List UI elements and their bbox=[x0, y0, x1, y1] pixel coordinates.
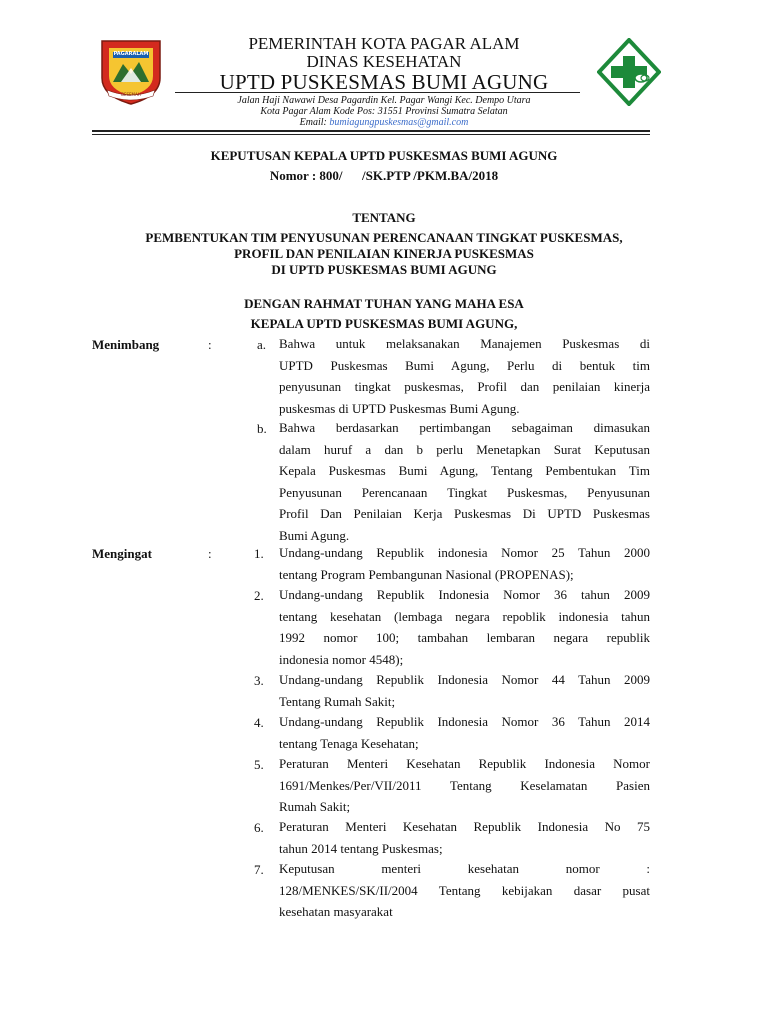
text-line: 1992 nomor 100; tambahan lembaran negara republik bbox=[279, 630, 650, 646]
menimbang-label: Menimbang bbox=[92, 337, 160, 352]
text-line: Rumah Sakit; bbox=[279, 799, 351, 815]
emblem-lettering: PAGARALAM bbox=[113, 51, 149, 57]
decree-subject-line3: DI UPTD PUSKESMAS BUMI AGUNG bbox=[271, 262, 497, 277]
decree-title: KEPUTUSAN KEPALA UPTD PUSKESMAS BUMI AGUNG bbox=[210, 148, 558, 163]
mengingat-item-2 bbox=[279, 584, 650, 670]
decree-tentang: TENTANG bbox=[352, 210, 416, 225]
text-line: Profil Dan Penilaian Kerja Puskesmas Di UPTD Puskesmas bbox=[279, 506, 650, 522]
mengingat-marker-1: 1. bbox=[254, 546, 264, 561]
decree-invocation: DENGAN RAHMAT TUHAN YANG MAHA ESA bbox=[244, 296, 524, 311]
decree-authority: KEPALA UPTD PUSKESMAS BUMI AGUNG, bbox=[250, 316, 518, 331]
text-line: 128/MENKES/SK/II/2004 Tentang kebijakan dasar pusat bbox=[279, 882, 650, 898]
menimbang-marker-b: b. bbox=[257, 421, 267, 436]
text-line: dalam huruf a dan b perlu Menetapkan Surat Keputusan bbox=[279, 441, 650, 457]
decree-number: Nomor : 800/ /SK.PTP /PKM.BA/2018 bbox=[269, 168, 499, 183]
mengingat-marker-7: 7. bbox=[254, 862, 264, 877]
text-line: Bumi Agung. bbox=[279, 527, 350, 543]
menimbang-item-a bbox=[279, 333, 650, 419]
text-line: tahun 2014 tentang Puskesmas; bbox=[279, 840, 443, 856]
kop-address-line2: Kota Pagar Alam Kode Pos: 31551 Provinsi Sumatra Selatan bbox=[260, 106, 508, 117]
text-line: puskesmas di UPTD Puskesmas Bumi Agung. bbox=[279, 400, 520, 416]
mengingat-marker-6: 6. bbox=[254, 820, 264, 835]
text-line: Bahwa untuk melaksanakan Manajemen Puskesmas di bbox=[279, 336, 650, 351]
email-label: Email: bbox=[299, 117, 327, 128]
mengingat-item-5 bbox=[279, 753, 650, 818]
kop-email-line bbox=[0, 117, 768, 128]
decree-subject-line2: PROFIL DAN PENILAIAN KINERJA PUSKESMAS bbox=[234, 246, 534, 261]
kop-title-rule bbox=[175, 92, 580, 93]
mengingat-item-6 bbox=[279, 816, 650, 859]
decree-subject-line1: PEMBENTUKAN TIM PENYUSUNAN PERENCANAAN TINGKAT PUSKESMAS, bbox=[145, 230, 623, 245]
text-line: Undang-undang Republik Indonesia Nomor 44 Tahun 2009 bbox=[279, 672, 650, 687]
text-line: penyusunan tingkat puskesmas, Profil dan penilaian kinerja bbox=[279, 379, 650, 395]
text-line: 1691/Menkes/Per/VII/2011 Tentang Keselamatan Pasien bbox=[279, 777, 650, 793]
text-line: Undang-undang Republik Indonesia Nomor 36 tahun 2009 bbox=[279, 587, 650, 602]
text-line: UPTD Puskesmas Bumi Agung, Perlu di bentuk tim bbox=[279, 357, 650, 373]
mengingat-label: Mengingat bbox=[92, 546, 152, 561]
text-line: indonesia nomor 4548); bbox=[279, 651, 404, 667]
mengingat-marker-4: 4. bbox=[254, 715, 264, 730]
kop-institution: UPTD PUSKESMAS BUMI AGUNG bbox=[219, 70, 549, 94]
menimbang-item-b bbox=[279, 417, 650, 547]
mengingat-item-3 bbox=[279, 669, 650, 712]
text-line: Undang-undang Republik indonesia Nomor 25 Tahun 2000 bbox=[279, 545, 650, 560]
emblem-ribbon-text: BESEMAH bbox=[121, 92, 141, 97]
mengingat-colon: : bbox=[208, 546, 212, 561]
text-line: tentang Program Pembangunan Nasional (PROPENAS); bbox=[279, 566, 574, 582]
text-line: Keputusan menteri kesehatan nomor : bbox=[279, 861, 650, 876]
mengingat-item-1 bbox=[279, 542, 650, 585]
kop-address-line1: Jalan Haji Nawawi Desa Pagardin Kel. Pagar Wangi Kec. Dempo Utara bbox=[237, 95, 531, 106]
text-line: Bahwa berdasarkan pertimbangan sebagaiman dimasukan bbox=[279, 420, 650, 435]
text-line: Tentang Rumah Sakit; bbox=[279, 693, 396, 709]
email-link[interactable]: bumiagungpuskesmas@gmail.com bbox=[329, 117, 469, 128]
mengingat-item-4 bbox=[279, 711, 650, 754]
text-line: Peraturan Menteri Kesehatan Republik Indonesia Nomor bbox=[279, 756, 650, 771]
menimbang-colon: : bbox=[208, 337, 212, 352]
text-line: Penyusunan Perencanaan Tingkat Puskesmas, Penyusunan bbox=[279, 484, 650, 500]
text-line: Undang-undang Republik Indonesia Nomor 36 Tahun 2014 bbox=[279, 714, 650, 729]
mengingat-item-7 bbox=[279, 858, 650, 923]
kop-separator-thin bbox=[92, 134, 650, 135]
menimbang-marker-a: a. bbox=[257, 337, 267, 352]
text-line: tentang kesehatan (lembaga negara repoblik indonesia tahun bbox=[279, 608, 650, 624]
text-line: kesehatan masyarakat bbox=[279, 904, 393, 920]
mengingat-marker-5: 5. bbox=[254, 757, 264, 772]
mengingat-marker-2: 2. bbox=[254, 588, 264, 603]
mengingat-marker-3: 3. bbox=[254, 673, 264, 688]
kop-government: PEMERINTAH KOTA PAGAR ALAM bbox=[248, 34, 520, 53]
text-line: Kepala Puskesmas Bumi Agung, Tentang Pembentukan Tim bbox=[279, 463, 650, 479]
text-line: Peraturan Menteri Kesehatan Republik Indonesia No 75 bbox=[279, 819, 650, 834]
kop-agency: DINAS KESEHATAN bbox=[306, 52, 462, 71]
kop-separator-thick bbox=[92, 130, 650, 132]
text-line: tentang Tenaga Kesehatan; bbox=[279, 735, 419, 751]
